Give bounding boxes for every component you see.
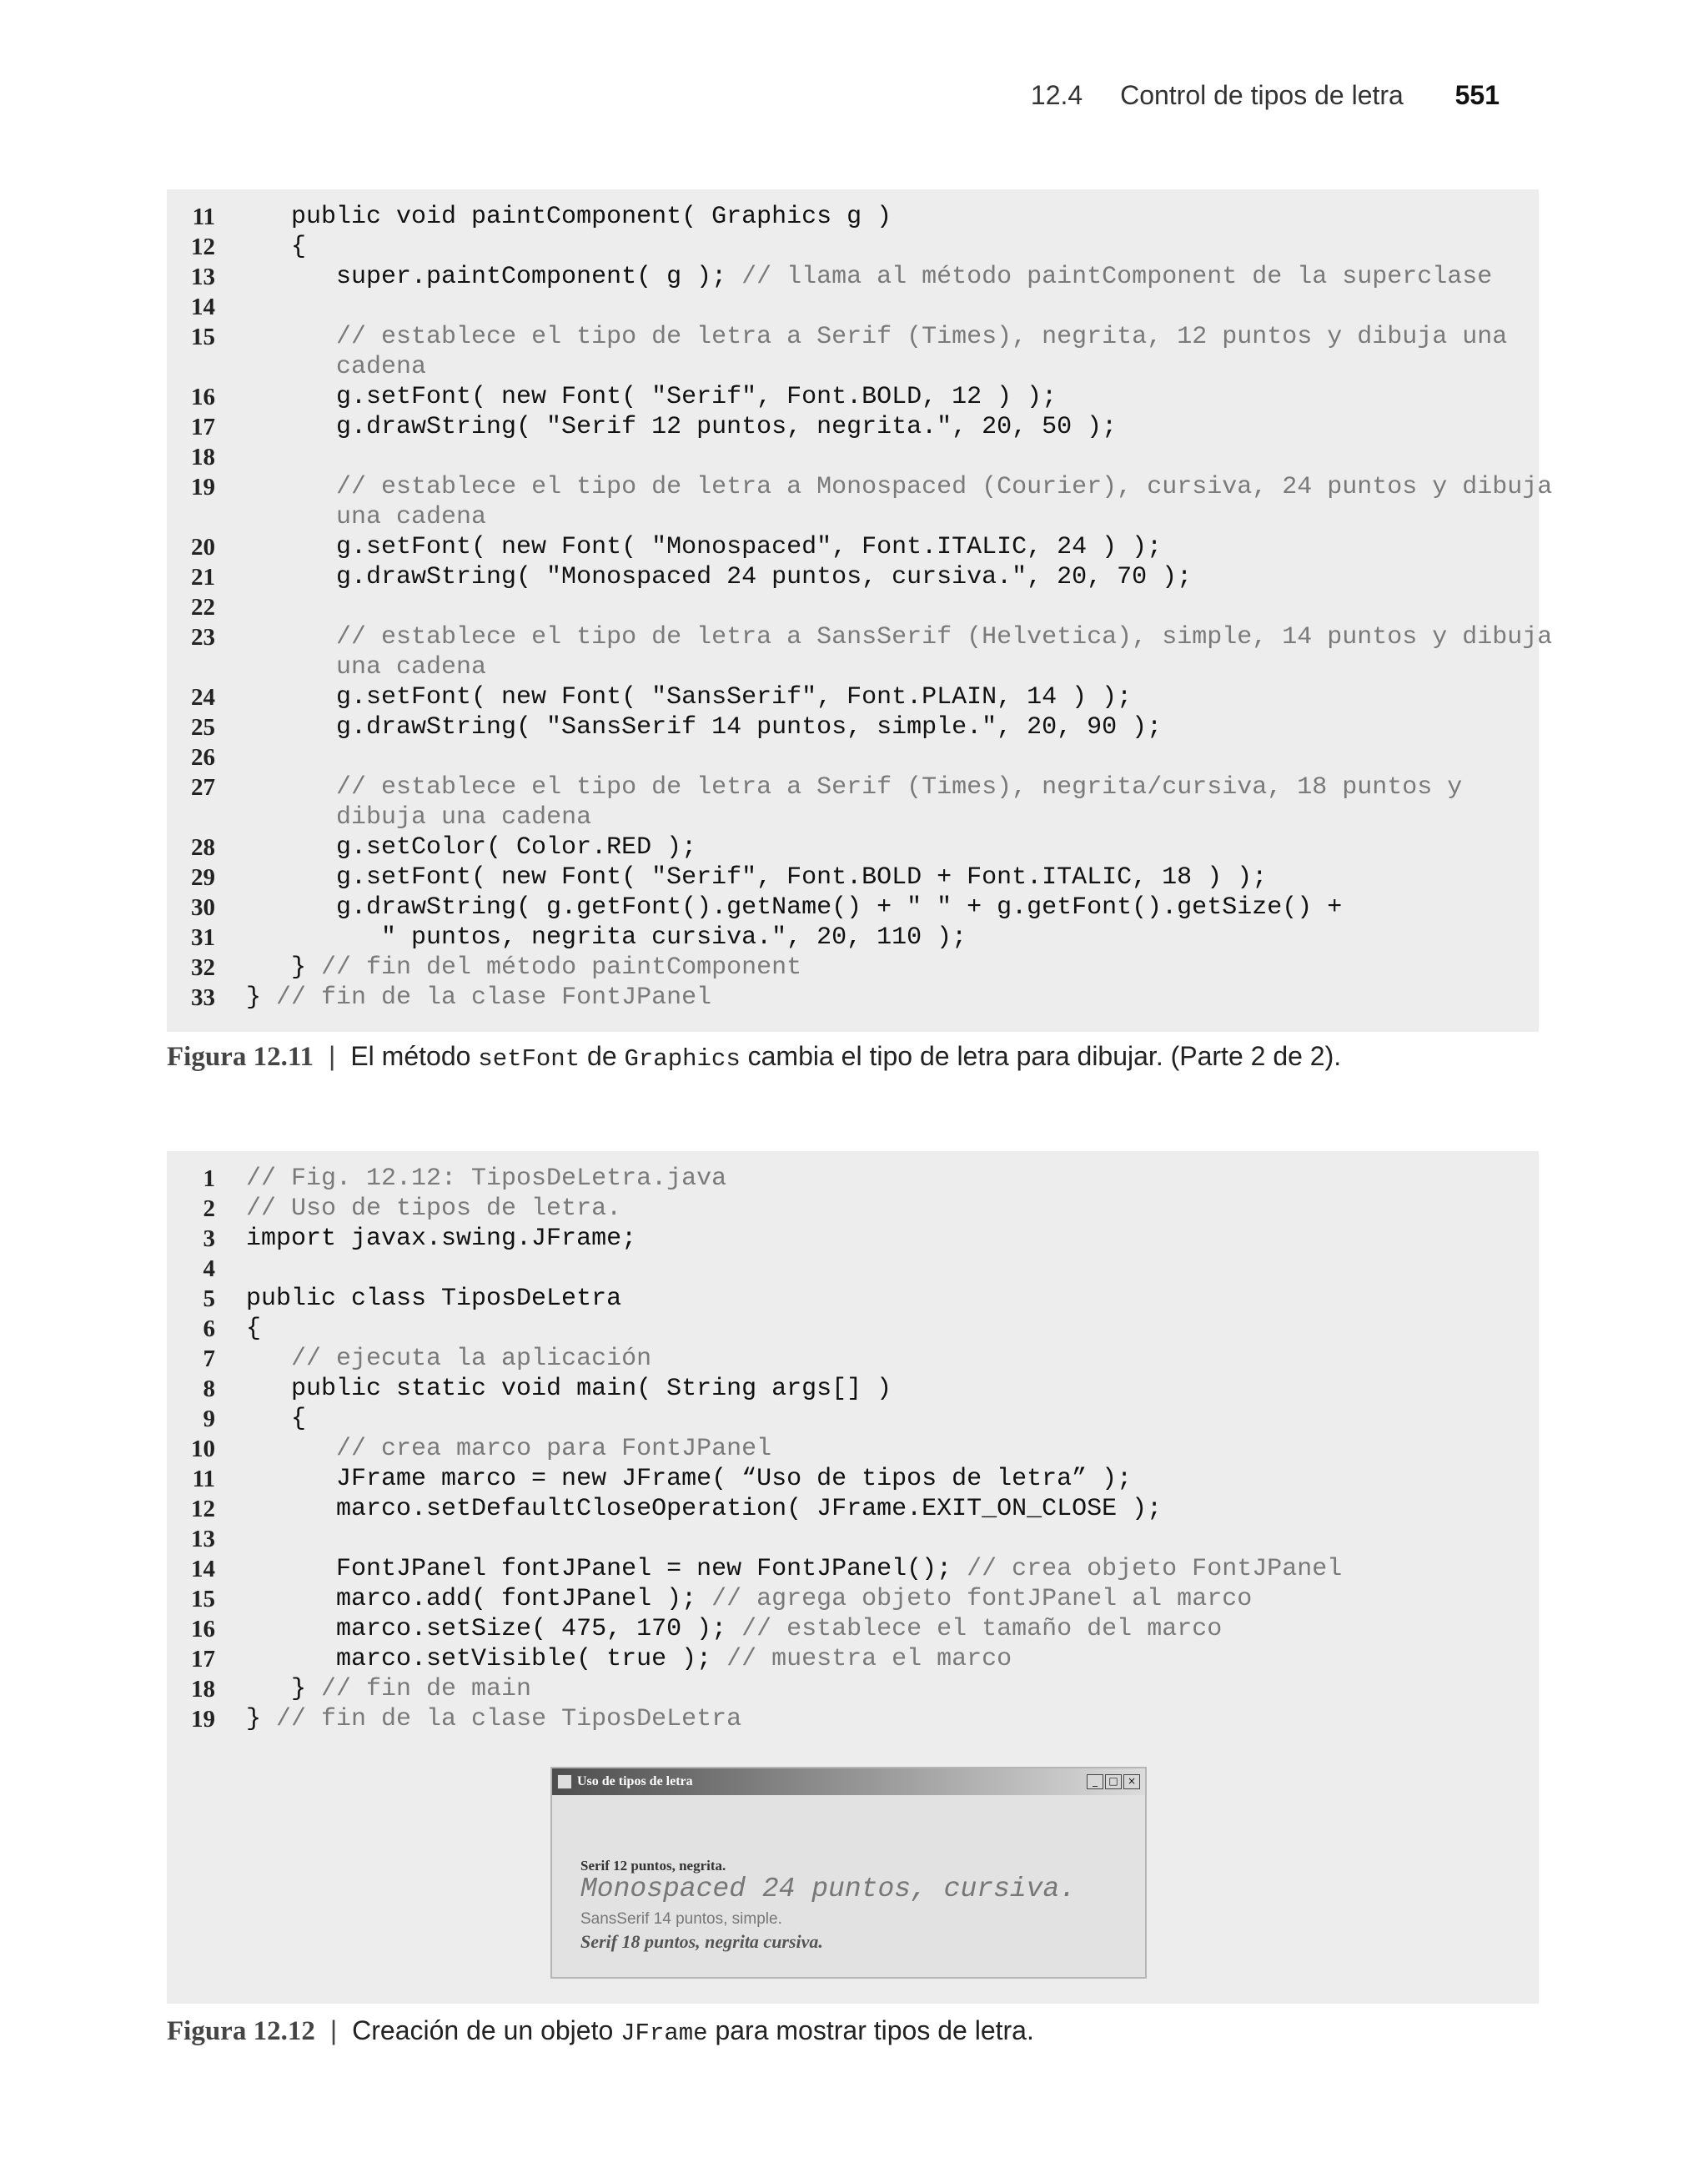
code-statement [246, 473, 336, 501]
code-text [246, 202, 892, 232]
line-number: 19 [191, 474, 215, 500]
code-comment: // llama al método paintComponent de la superclase [741, 263, 1493, 291]
code-statement [246, 1435, 336, 1463]
line-number: 12 [191, 234, 215, 260]
code-line [167, 322, 1539, 352]
code-text [246, 1704, 741, 1734]
code-text [246, 1614, 1222, 1644]
code-comment: dibuja una cadena [336, 803, 592, 832]
code-text [246, 682, 1132, 712]
code-line [167, 1314, 1539, 1344]
caption-separator: | [329, 1041, 336, 1071]
code-statement: public static void main( String args[] ) [246, 1375, 892, 1403]
line-number: 19 [191, 1706, 215, 1733]
code-line [167, 742, 1539, 772]
figure-label: Figura 12.11 [167, 1042, 314, 1072]
code-statement: g.setColor( Color.RED ); [246, 833, 697, 862]
code-statement: } [246, 983, 277, 1012]
code-text [246, 232, 306, 262]
code-comment: // fin de la clase FontJPanel [276, 983, 712, 1012]
code-comment: // establece el tipo de letra a SansSerif (Helvetica), simple, 14 puntos y dibuja [336, 623, 1553, 651]
section-title: Control de tipos de letra [1120, 80, 1404, 110]
line-number: 16 [191, 384, 215, 410]
code-line [167, 472, 1553, 502]
code-statement: g.drawString( "Monospaced 24 puntos, cursiva.", 20, 70 ); [246, 563, 1193, 591]
code-statement [246, 773, 336, 802]
line-number: 13 [191, 1526, 215, 1552]
caption-code: JFrame [620, 2020, 708, 2047]
line-number: 29 [191, 864, 215, 891]
code-text [246, 1314, 261, 1344]
figure-caption-12-11 [167, 1041, 1341, 1073]
java-app-icon [557, 1774, 572, 1789]
line-number: 33 [191, 984, 215, 1011]
code-text [246, 352, 426, 382]
code-line [167, 592, 1539, 622]
code-text [246, 532, 1162, 562]
line-number: 20 [191, 534, 215, 561]
code-statement: g.setFont( new Font( "Serif", Font.BOLD + Font.ITALIC, 18 ) ); [246, 863, 1268, 892]
code-comment: // establece el tipo de letra a Monospaced (Courier), cursiva, 24 puntos y dibuja [336, 473, 1553, 501]
code-text [246, 622, 1552, 652]
code-text [246, 322, 1507, 352]
code-text [246, 412, 1117, 442]
line-number: 30 [191, 894, 215, 921]
code-statement: g.drawString( g.getFont().getName() + " " + g.getFont().getSize() + [246, 893, 1343, 922]
line-number: 27 [191, 774, 215, 801]
caption-text: para mostrar tipos de letra. [707, 2015, 1034, 2045]
code-line [167, 1584, 1539, 1614]
code-statement [246, 653, 336, 682]
code-statement: g.setFont( new Font( "Serif", Font.BOLD, 12 ) ); [246, 383, 1057, 411]
code-statement: JFrame marco = new JFrame( “Uso de tipos de letra” ); [246, 1465, 1133, 1493]
line-number: 17 [191, 1646, 215, 1672]
code-statement [246, 623, 336, 651]
line-number: 12 [191, 1496, 215, 1522]
code-text [246, 1464, 1132, 1494]
code-comment: // fin de main [321, 1675, 532, 1703]
code-statement: marco.setVisible( true ); [246, 1645, 727, 1673]
code-statement [246, 803, 336, 832]
code-comment: // ejecuta la aplicación [291, 1345, 652, 1373]
code-statement: marco.add( fontJPanel ); [246, 1585, 712, 1613]
line-number: 13 [191, 264, 215, 290]
line-number: 28 [191, 834, 215, 861]
code-statement: public class TiposDeLetra [246, 1285, 622, 1313]
code-comment: // agrega objeto fontJPanel al marco [711, 1585, 1253, 1613]
code-statement [246, 503, 336, 531]
code-line [167, 1404, 1539, 1434]
code-statement: { [246, 1315, 262, 1343]
line-number: 11 [192, 1466, 215, 1492]
code-text [246, 1584, 1252, 1614]
window-controls [1087, 1774, 1140, 1789]
code-text [246, 1224, 636, 1254]
code-text [246, 1434, 771, 1464]
code-text [246, 802, 591, 832]
code-text [246, 1164, 726, 1194]
code-statement: } [246, 1675, 322, 1703]
code-text [246, 502, 486, 532]
code-text [246, 382, 1057, 412]
figure-label: Figura 12.12 [167, 2016, 315, 2046]
code-line [167, 502, 1539, 532]
sansserif-plain-sample: SansSerif 14 puntos, simple. [580, 1910, 782, 1928]
code-text [246, 652, 486, 682]
code-text [246, 863, 1267, 893]
code-line [167, 1674, 1539, 1704]
line-number: 10 [191, 1436, 215, 1462]
line-number: 16 [191, 1616, 215, 1642]
code-line [167, 1494, 1539, 1524]
code-line [167, 953, 1539, 983]
code-comment: // establece el tipo de letra a Serif (Times), negrita/cursiva, 18 puntos y [336, 773, 1463, 802]
code-line [167, 893, 1539, 923]
code-comment: // fin del método paintComponent [321, 953, 802, 982]
code-line [167, 772, 1539, 802]
code-line [167, 1194, 1539, 1224]
line-number: 4 [203, 1255, 215, 1282]
line-number: 22 [191, 594, 215, 621]
code-line [167, 1224, 1539, 1254]
code-text [246, 1374, 892, 1404]
code-line [167, 352, 1539, 382]
close-icon[interactable]: × [1123, 1774, 1140, 1789]
line-number: 5 [203, 1285, 215, 1312]
code-line [167, 652, 1539, 682]
caption-text: El método [350, 1041, 479, 1071]
code-line [167, 1554, 1539, 1584]
window-title: Uso de tipos de letra [577, 1774, 693, 1788]
code-statement: { [246, 233, 307, 261]
serif-bold-sample: Serif 12 puntos, negrita. [580, 1858, 726, 1874]
caption-code: Graphics [624, 1045, 741, 1073]
line-number: 15 [191, 324, 215, 350]
code-text [246, 472, 1552, 502]
code-text [246, 953, 801, 983]
line-number: 25 [191, 714, 215, 741]
code-statement: g.setFont( new Font( "Monospaced", Font.ITALIC, 24 ) ); [246, 533, 1163, 561]
caption-text: cambia el tipo de letra para dibujar. (Parte 2 de 2). [740, 1041, 1342, 1071]
code-line [167, 1464, 1539, 1494]
code-statement: " puntos, negrita cursiva.", 20, 110 ); [246, 923, 967, 952]
code-comment: cadena [336, 353, 427, 381]
code-comment: // establece el tamaño del marco [741, 1615, 1223, 1643]
code-line [167, 292, 1539, 322]
code-text [246, 1344, 651, 1374]
code-statement: } [246, 1705, 277, 1733]
code-comment: // muestra el marco [726, 1645, 1012, 1673]
line-number: 21 [191, 564, 215, 591]
code-comment: // fin de la clase TiposDeLetra [276, 1705, 742, 1733]
code-line [167, 1434, 1539, 1464]
code-statement: FontJPanel fontJPanel = new FontJPanel(); [246, 1555, 967, 1583]
code-comment: una cadena [336, 503, 487, 531]
code-line [167, 863, 1539, 893]
code-line [167, 1524, 1539, 1554]
figure-caption-12-12 [167, 2015, 1034, 2047]
line-number: 8 [203, 1376, 215, 1402]
code-comment: // crea objeto FontJPanel [967, 1555, 1343, 1583]
minimize-icon[interactable]: _ [1087, 1774, 1103, 1789]
code-line [167, 1374, 1539, 1404]
code-line [167, 983, 1539, 1013]
line-number: 18 [191, 1676, 215, 1703]
code-text [246, 262, 1492, 292]
code-line [167, 562, 1539, 592]
code-text [246, 1284, 621, 1314]
line-number: 14 [191, 294, 215, 320]
code-text [246, 1644, 1012, 1674]
code-line [167, 442, 1539, 472]
line-number: 17 [191, 414, 215, 440]
caption-text: Creación de un objeto [352, 2015, 621, 2045]
code-line [167, 202, 1539, 232]
code-statement: marco.setDefaultCloseOperation( JFrame.EXIT_ON_CLOSE ); [246, 1495, 1163, 1523]
line-number: 32 [191, 954, 215, 981]
code-line [167, 832, 1539, 863]
code-line [167, 1644, 1539, 1674]
code-text [246, 562, 1192, 592]
page-number: 551 [1454, 80, 1500, 110]
window-content [552, 1795, 1145, 1977]
code-text [246, 923, 967, 953]
code-text [246, 1554, 1342, 1584]
code-listing-fig-12-11 [167, 189, 1553, 1032]
caption-code: setFont [478, 1045, 580, 1073]
code-line [167, 1704, 1539, 1734]
code-text [246, 893, 1342, 923]
jframe-screenshot [550, 1767, 1147, 1979]
code-statement: g.drawString( "Serif 12 puntos, negrita.", 20, 50 ); [246, 413, 1118, 441]
code-text [246, 832, 696, 863]
code-statement [246, 323, 336, 351]
code-text [246, 712, 1162, 742]
line-number: 1 [203, 1165, 215, 1192]
code-line [167, 923, 1539, 953]
caption-separator: | [329, 2015, 338, 2045]
code-comment: // crea marco para FontJPanel [336, 1435, 772, 1463]
code-statement: marco.setSize( 475, 170 ); [246, 1615, 742, 1643]
code-line [167, 802, 1539, 832]
code-line [167, 412, 1539, 442]
code-line [167, 532, 1539, 562]
code-line [167, 382, 1539, 412]
section-number: 12.4 [1030, 80, 1083, 110]
line-number: 7 [203, 1346, 215, 1372]
code-text [246, 1494, 1162, 1524]
code-text [246, 983, 711, 1013]
code-line [167, 1344, 1539, 1374]
code-statement: import javax.swing.JFrame; [246, 1225, 637, 1253]
code-statement: g.setFont( new Font( "SansSerif", Font.PLAIN, 14 ) ); [246, 683, 1133, 712]
line-number: 14 [191, 1556, 215, 1582]
code-line [167, 1164, 1539, 1194]
code-line [167, 262, 1539, 292]
monospaced-italic-sample: Monospaced 24 puntos, cursiva. [580, 1874, 1077, 1904]
code-statement: super.paintComponent( g ); [246, 263, 742, 291]
code-comment: // Fig. 12.12: TiposDeLetra.java [246, 1164, 727, 1193]
running-header [1031, 80, 1500, 111]
line-number: 24 [191, 684, 215, 711]
code-text [246, 1404, 306, 1434]
code-statement: g.drawString( "SansSerif 14 puntos, simple.", 20, 90 ); [246, 713, 1163, 742]
line-number: 9 [203, 1406, 215, 1432]
line-number: 23 [191, 624, 215, 651]
code-comment: una cadena [336, 653, 487, 682]
code-line [167, 1614, 1539, 1644]
code-statement: public void paintComponent( Graphics g ) [246, 203, 892, 231]
code-comment: // establece el tipo de letra a Serif (Times), negrita, 12 puntos y dibuja una [336, 323, 1508, 351]
line-number: 31 [191, 924, 215, 951]
code-statement [246, 1345, 291, 1373]
code-text [246, 1674, 531, 1704]
code-line [167, 1254, 1539, 1284]
code-text [246, 772, 1462, 802]
caption-text: de [580, 1041, 625, 1071]
line-number: 18 [191, 444, 215, 470]
code-line [167, 1284, 1539, 1314]
line-number: 6 [203, 1315, 215, 1342]
line-number: 15 [191, 1586, 215, 1612]
line-number: 2 [203, 1195, 215, 1222]
code-line [167, 712, 1539, 742]
code-text [246, 1194, 621, 1224]
code-line [167, 622, 1553, 652]
line-number: 26 [191, 744, 215, 771]
code-statement [246, 353, 336, 381]
line-number: 3 [203, 1225, 215, 1252]
code-statement: { [246, 1405, 307, 1433]
line-number: 11 [192, 204, 215, 230]
serif-bold-italic-sample: Serif 18 puntos, negrita cursiva. [580, 1931, 823, 1952]
maximize-icon[interactable]: □ [1105, 1774, 1122, 1789]
code-line [167, 682, 1539, 712]
window-titlebar [552, 1768, 1145, 1795]
code-line [167, 232, 1539, 262]
code-statement: } [246, 953, 322, 982]
code-comment: // Uso de tipos de letra. [246, 1195, 622, 1223]
